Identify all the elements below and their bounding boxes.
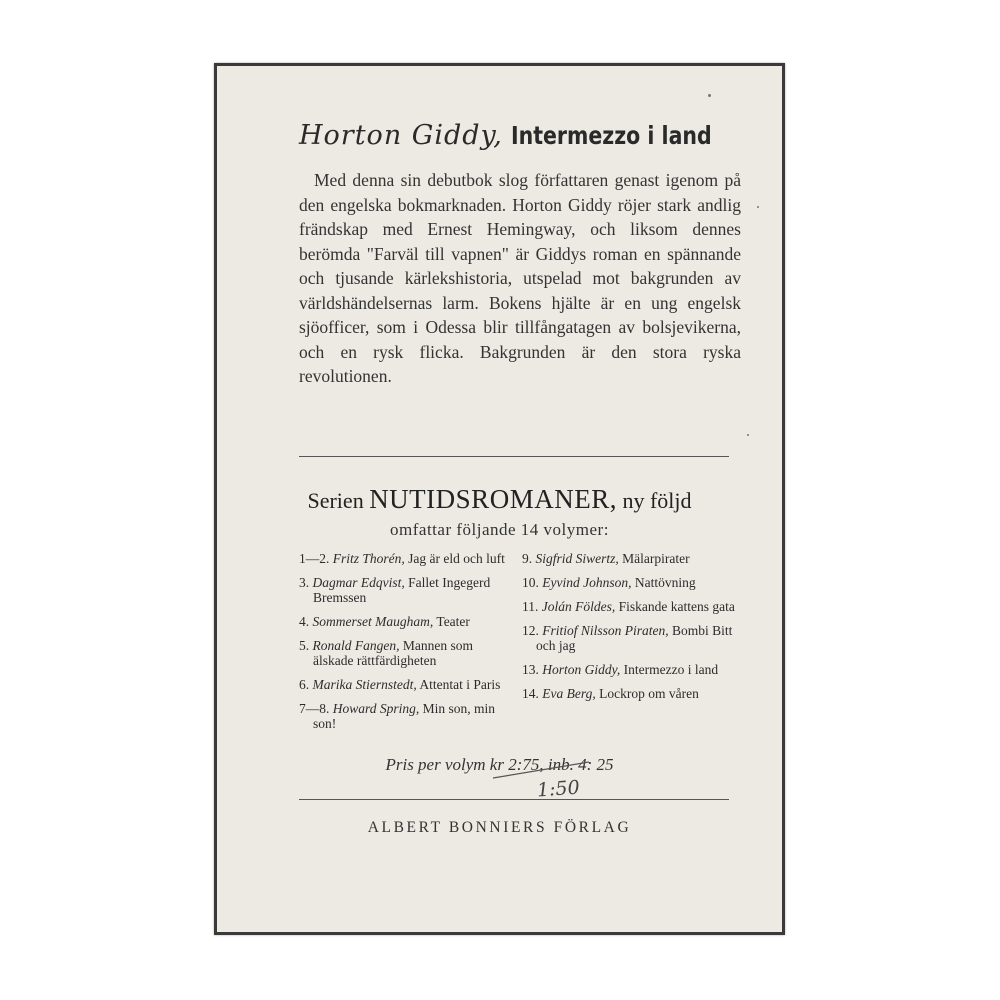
list-item: 14. Eva Berg, Lockrop om våren: [522, 686, 699, 701]
paper-speck: [708, 94, 711, 97]
title-author: Horton Giddy,: [299, 120, 503, 151]
cover-page: [217, 66, 782, 932]
handwritten-price: 1:50: [536, 776, 581, 802]
book-back-cover: [214, 63, 785, 935]
paper-speck: [747, 434, 749, 436]
list-item: 13. Horton Giddy, Intermezzo i land: [522, 662, 719, 677]
book-description: Med denna sin debutbok slog författaren genast igenom på den engelska bokmarknaden. Horton Giddy röjer stark andlig frändskap med Ernest Hemingway, och liksom dennes berömda "Farväl till vapnen" är Giddys roman en spännande och tjusande kärlekshistoria, utspelad mot bakgrunden av världshändelsernas larm. Bokens hjälte är en ung engelsk sjöofficer, som i Odessa blir tillfångatagen av bolsjevikerna, och en rysk flicka. Bakgrunden är den stora ryska revolutionen.: [299, 170, 741, 386]
list-item: 7—8. Howard Spring, Min son, min son!: [299, 701, 496, 731]
list-item: 3. Dagmar Edqvist, Fallet Ingegerd Bremssen: [299, 575, 491, 605]
list-item: 6. Marika Stiernstedt, Attentat i Paris: [299, 677, 501, 692]
series-prefix: Serien: [307, 488, 364, 513]
volume-list-left: [299, 551, 514, 740]
title-book: Intermezzo i land: [511, 121, 713, 150]
series-name: NUTIDSROMANER,: [369, 484, 617, 514]
list-item: 10. Eyvind Johnson, Nattövning: [522, 575, 696, 590]
series-heading: [217, 484, 782, 515]
list-item: 5. Ronald Fangen, Mannen som älskade rättfärdigheten: [299, 638, 473, 668]
publisher-name: ALBERT BONNIERS FÖRLAG: [367, 819, 632, 836]
price-line: Pris per volym kr 2:75, inb. 4: 25: [385, 755, 614, 774]
list-item: 12. Fritiof Nilsson Piraten, Bombi Bitt och jag: [522, 623, 733, 653]
list-item: 11. Jolán Földes, Fiskande kattens gata: [522, 599, 735, 614]
series-subtitle: omfattar följande 14 volymer:: [390, 520, 609, 539]
divider-bottom: [299, 799, 729, 800]
paper-speck: [757, 206, 759, 208]
divider-top: [299, 456, 729, 457]
series-suffix: ny följd: [622, 488, 692, 513]
volume-list-right: [522, 551, 737, 710]
list-item: 1—2. Fritz Thorén, Jag är eld och luft: [299, 551, 505, 566]
list-item: 4. Sommerset Maugham, Teater: [299, 614, 470, 629]
list-item: 9. Sigfrid Siwertz, Mälarpirater: [522, 551, 690, 566]
book-title: [299, 120, 739, 151]
